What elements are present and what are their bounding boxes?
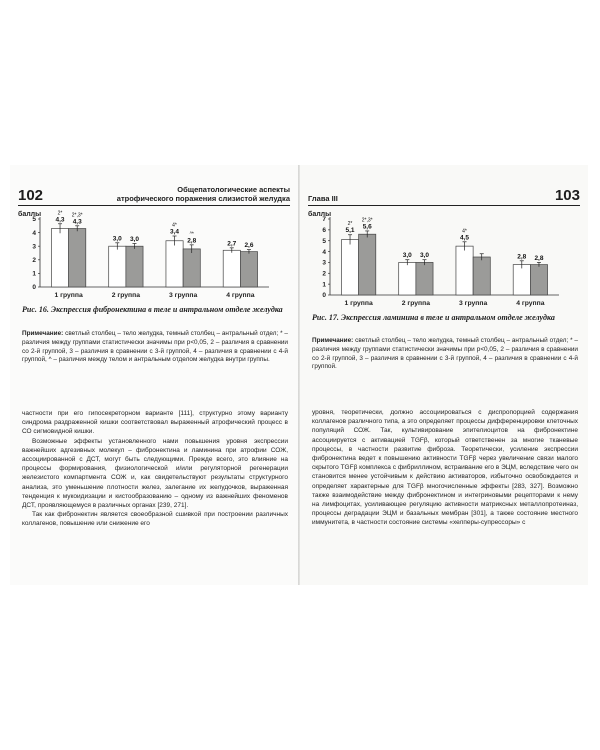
y-tick-label: 2 [322,270,326,278]
paragraph: Так как фибронектин является своеобразной сшивкой при построении различных коллагенов, повышение или снижение его [22,511,288,528]
y-tick-label: 0 [322,292,326,300]
data-label: 3,0 [112,235,122,243]
left-page-header [18,179,290,206]
laminin-bar-chart [304,209,574,309]
x-tick-label: 1 группа [54,292,83,299]
bar [51,229,68,287]
y-tick-label: 1 [322,281,326,289]
data-label: 2,8 [517,253,527,261]
y-tick-label: 4 [32,229,36,237]
bar [416,262,433,295]
bar [530,265,547,295]
right-page-number: 103 [554,187,580,204]
y-tick-label: 5 [322,237,326,245]
bar [183,249,200,287]
left-running-title: Общепатологические аспекты атрофического поражения слизистой желудка [116,185,290,203]
y-axis-label: баллы [308,211,332,218]
bar [69,229,86,287]
y-tick-label: 3 [32,243,36,251]
data-label: 4,3 [72,218,82,226]
y-tick-label: 6 [322,227,326,235]
x-tick-label: 4 группа [226,292,255,299]
x-tick-label: 1 группа [344,300,373,307]
right-body-text [312,408,578,528]
y-tick-label: 1 [32,270,36,278]
y-tick-label: 3 [322,259,326,267]
bar [341,240,358,295]
y-tick-label: 7 [322,216,326,224]
x-tick-label: 2 группа [401,300,431,307]
y-tick-label: 2 [32,257,36,264]
right-page-header [308,179,580,206]
significance-label: ^* [189,231,194,238]
bar [399,262,416,295]
left-figure-caption: Рис. 16. Экспрессия фибронектина в теле и антральном отделе желудка [22,305,283,314]
bar [240,252,257,287]
x-tick-label: 3 группа [458,300,488,307]
y-tick-label: 4 [322,248,326,256]
data-label: 2,8 [534,254,544,262]
data-label: 2,6 [244,242,254,250]
right-running-chapter: Глава III [308,194,338,203]
significance-label: 2*,3* [71,212,83,219]
x-tick-label: 3 группа [168,292,198,299]
bar [513,265,530,295]
significance-label: 2*,3* [361,217,373,224]
right-figure-note: Примечание: светлый столбец – тело желудка, темный столбец – антральный отдел; * – различия между группами статистически значимы при p<0,05, 2 – различия в сравнении со 2-й группой, 3 – различия в сравнении с 3-й группой, 4 – различия в сравнении с 4-й группой. [312,337,578,371]
bar [109,246,126,287]
significance-label: 2* [347,221,353,228]
significance-label: 4* [462,228,467,235]
paragraph: частности при его гипосекреторном варианте [111], структурно этому варианту синдрома раздраженной кишки соответствовал выраженный атрофический процесс в СО сигмовидной кишки. [22,410,288,436]
x-tick-label: 4 группа [516,300,545,307]
bar [126,246,143,287]
data-label: 3,0 [419,252,429,260]
bar [456,246,473,295]
data-label: 2,8 [187,237,197,245]
data-label: 5,6 [362,223,372,231]
right-page [300,165,588,585]
data-label: 4,5 [460,234,470,242]
significance-label: 4* [172,222,177,229]
data-label: 3,4 [170,228,180,236]
left-page-number: 102 [18,187,44,204]
paragraph: уровня, теоретически, должно ассоциироваться с диспропорцией содержания коллагенов различного типа, а это определяет процессы дифференцировки клеточных популяций СОЖ. Так, культивирование эпителиоцитов на фибронектине ассоциируется с активацией TGFβ, который ответственен за многие тканевые процессы, в частности развитие фиброза. Теоретически, усиление экспрессии фибронектина ведет к повышению активности TGFβ через увеличение связи малого скрытого TGFβ комплекса с фибриллином, встраивание его в ЭЦМ, вследствие чего он становится менее устойчивым к действию активаторов, избыточно освобождается и определяет характерные для TGFβ многочисленные эффекты [283, 327]. Возможно также взаимодействие между фибронектином и интегриновыми рецепторами к нему на лимфоцитах, усиливающее регуляцию активности матриксных металлопротеиназ, процессы деградации ЭЦМ и базальных мембран [301], а также состояние местного иммунитета, в частности состояние системы «хелперы-супрессоры» с [312,409,578,527]
y-tick-label: 0 [32,284,36,292]
bar [359,234,376,295]
bar [166,241,183,287]
left-body-text [22,409,288,529]
x-tick-label: 2 группа [111,292,141,299]
left-page [10,165,298,585]
left-figure-note: Примечание: светлый столбец – тело желудка, темный столбец – антральный отдел; * – различия между группами статистически значимы при p<0,05, 2 – различия в сравнении со 2-й группой, 3 – различия в сравнении с 3-й группой, 4 – различия в сравнении с 4-й группой, ^ – различия между телом и антральным отделом желудка внутри группы. [22,330,288,364]
fibronectin-bar-chart [14,209,284,301]
data-label: 5,1 [345,227,355,235]
data-label: 2,7 [227,240,237,248]
y-axis-label: баллы [18,211,42,218]
bar [473,257,490,295]
data-label: 3,0 [129,235,139,243]
paragraph: Возможные эффекты установленного нами повышения уровня экспрессии важнейших адгезивных молекул – фибронектина и ламинина при атрофии СОЖ, ассоциированной с ДСТ, могут быть следующими. Прежде всего, это влияние на процессы формирования, физиологической и/или регуляторной регенерации железистого компартмента СОЖ и, как свидетельствуют результаты структурного анализа, это уменьшение плотности желез, залегание их желудочков, выраженная тенденция к мукоидизации и кистообразованию – одному из важнейших феноменов ДСТ, проявляющемуся в различных органах [239, 271]. [22,437,288,510]
data-label: 4,3 [55,216,65,224]
right-figure-caption: Рис. 17. Экспрессия ламинина в теле и антральном отделе желудка [312,313,555,322]
y-tick-label: 5 [32,216,36,224]
data-label: 3,0 [402,252,412,260]
significance-label: 2* [57,210,63,217]
bar [223,250,240,287]
